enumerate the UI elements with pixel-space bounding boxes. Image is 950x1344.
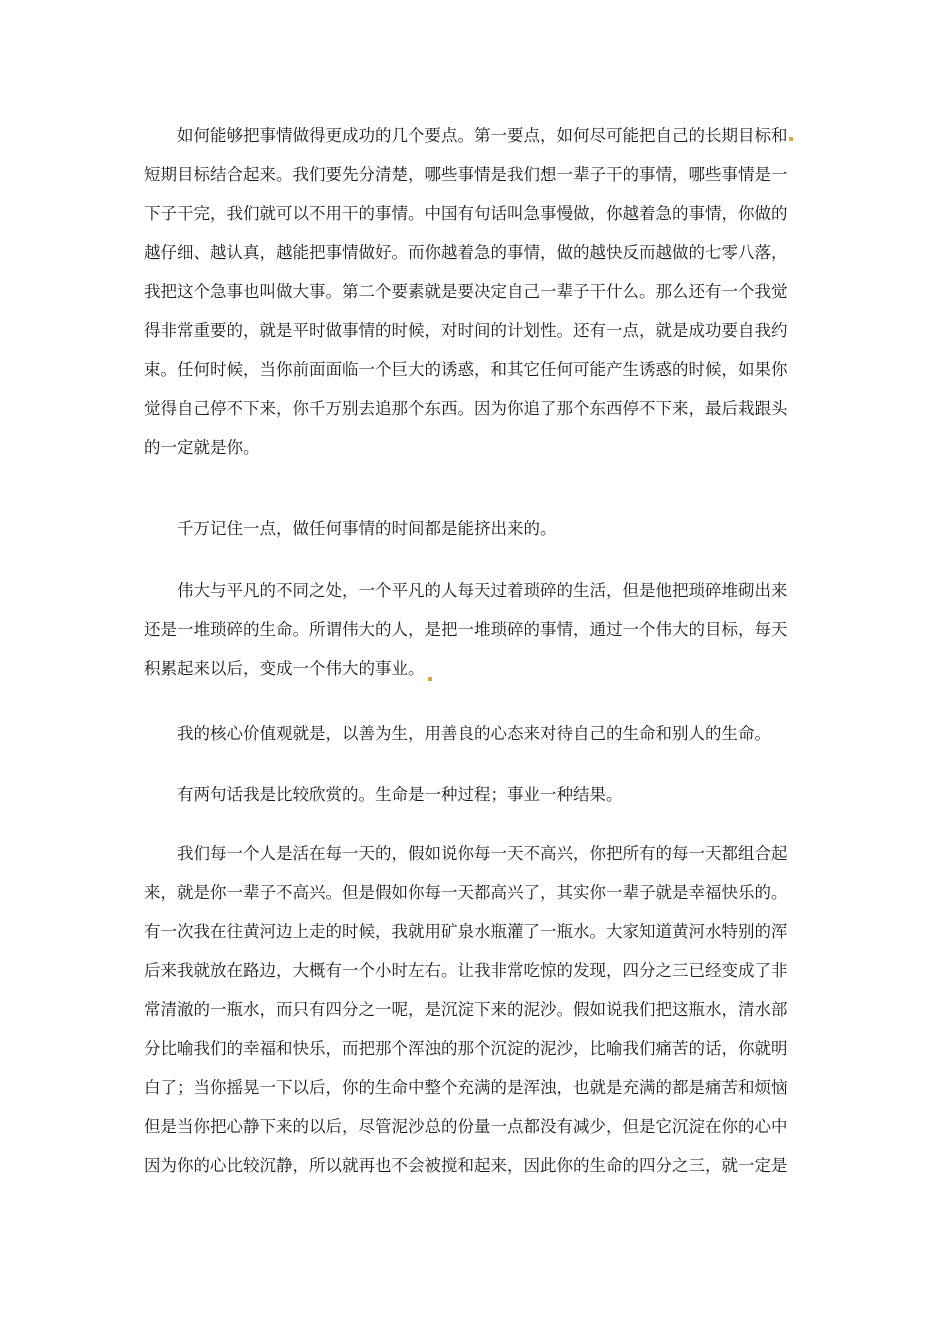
text-line: 下子干完，我们就可以不用干的事情。中国有句话叫急事慢做，你越着急的事情，你做的 — [144, 204, 788, 223]
text-line: 束。任何时候，当你前面面临一个巨大的诱惑，和其它任何可能产生诱惑的时候，如果你 — [144, 360, 788, 379]
text-line: 白了；当你摇晃一下以后，你的生命中整个充满的是浑浊，也就是充满的都是痛苦和烦恼 — [144, 1078, 788, 1097]
paragraph-success-tips — [144, 116, 812, 467]
text-line: 有两句话我是比较欣赏的。生命是一种过程；事业一种结果。 — [144, 785, 623, 804]
paragraph-core-values — [144, 714, 812, 753]
text-line: 积累起来以后，变成一个伟大的事业。 — [144, 659, 425, 678]
text-line: 分比喻我们的幸福和快乐，而把那个浑浊的那个沉淀的泥沙，比喻我们痛苦的话，你就明 — [144, 1039, 788, 1058]
decorative-dot-mark — [789, 137, 793, 141]
text-line: 我的核心价值观就是，以善为生，用善良的心态来对待自己的生命和别人的生命。 — [144, 724, 771, 743]
text-line: 伟大与平凡的不同之处，一个平凡的人每天过着琐碎的生活，但是他把琐碎堆砌出来 — [144, 581, 788, 600]
text-line: 得非常重要的，就是平时做事情的时候，对时间的计划性。还有一点，就是成功要自我约 — [144, 321, 788, 340]
paragraph-two-sayings — [144, 775, 812, 814]
text-line: 短期目标结合起来。我们要先分清楚，哪些事情是我们想一辈子干的事情，哪些事情是一 — [144, 165, 788, 184]
paragraph-greatness — [144, 571, 812, 688]
text-line: 因为你的心比较沉静，所以就再也不会被搅和起来，因此你的生命的四分之三，就一定是 — [144, 1156, 788, 1175]
text-line: 觉得自己停不下来，你千万别去追那个东西。因为你追了那个东西停不下来，最后栽跟头 — [144, 399, 788, 418]
text-line: 但是当你把心静下来的以后，尽管泥沙总的份量一点都没有减少，但是它沉淀在你的心中 — [144, 1117, 788, 1136]
paragraph-time — [144, 509, 812, 548]
text-line: 后来我就放在路边，大概有一个小时左右。让我非常吃惊的发现，四分之三已经变成了非 — [144, 961, 788, 980]
text-line: 常清澈的一瓶水，而只有四分之一呢，是沉淀下来的泥沙。假如说我们把这瓶水，清水部 — [144, 1000, 788, 1019]
decorative-dot-mark — [428, 677, 432, 681]
text-line: 如何能够把事情做得更成功的几个要点。第一要点，如何尽可能把自己的长期目标和 — [144, 126, 788, 145]
text-line: 越仔细、越认真，越能把事情做好。而你越着急的事情，做的越快反而越做的七零八落， — [144, 243, 788, 262]
text-line: 来，就是你一辈子不高兴。但是假如你每一天都高兴了，其实你一辈子就是幸福快乐的。 — [144, 883, 788, 902]
text-line: 我们每一个人是活在每一天的，假如说你每一天不高兴，你把所有的每一天都组合起 — [144, 844, 788, 863]
paragraph-yellow-river — [144, 834, 812, 1185]
text-line: 千万记住一点，做任何事情的时间都是能挤出来的。 — [144, 519, 557, 538]
text-line: 有一次我在往黄河边上走的时候，我就用矿泉水瓶灌了一瓶水。大家知道黄河水特别的浑 — [144, 922, 788, 941]
text-line: 的一定就是你。 — [144, 438, 260, 457]
text-line: 还是一堆琐碎的生命。所谓伟大的人，是把一堆琐碎的事情，通过一个伟大的目标，每天 — [144, 620, 788, 639]
text-line: 我把这个急事也叫做大事。第二个要素就是要决定自己一辈子干什么。那么还有一个我觉 — [144, 282, 788, 301]
